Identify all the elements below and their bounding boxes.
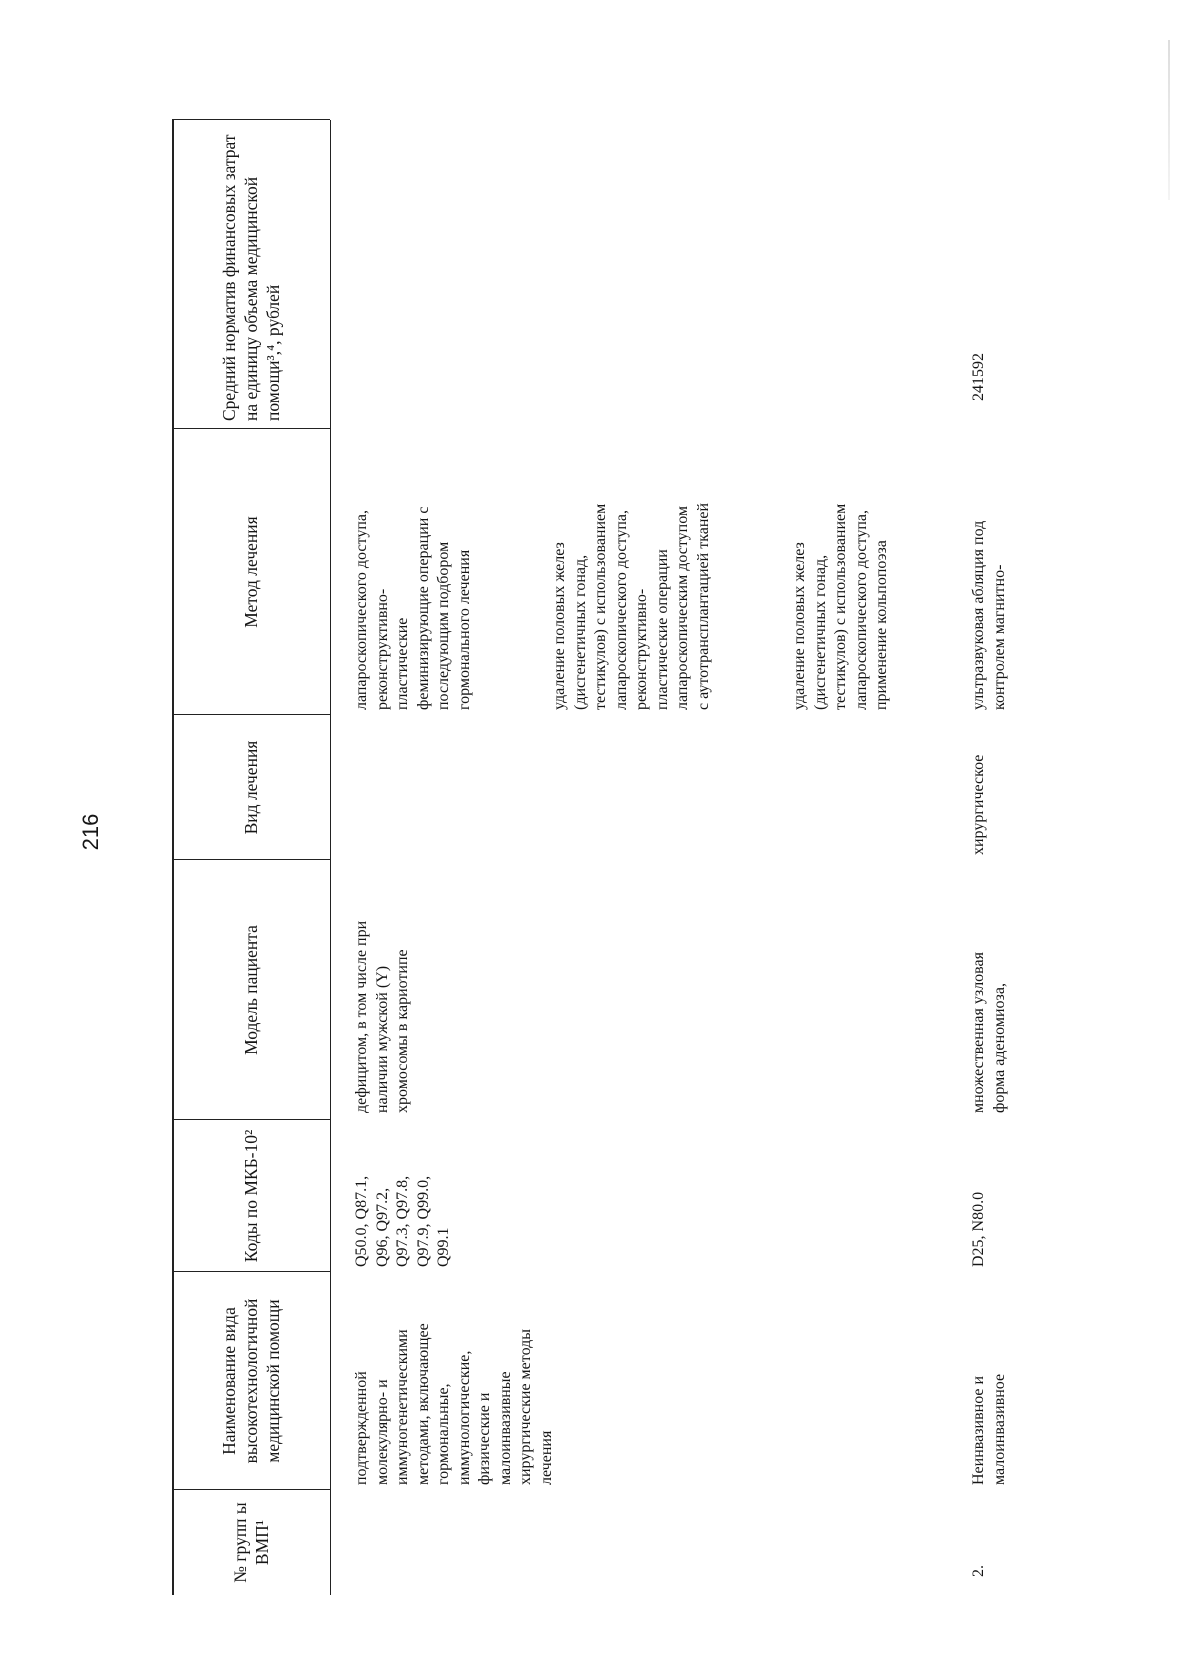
icd-codes-cell: D25, N80.0 [970,1191,987,1267]
care-name-continued: подтвержденной молекулярно- и иммуногенетическими методами, включающее гормональные, иммунологические, физические и малоинвазивные хирургические методы лечения [353,1323,555,1485]
header-patient-model: Модель пациента [241,925,261,1055]
page-number: 216 [78,813,103,851]
header-group-number: № групп ы ВМП¹ [230,1502,272,1583]
header-treatment-method: Метод лечения [241,516,261,628]
rotated-page [172,120,1012,1595]
treatment-method-cell: удаление половых желез (дисгенетичных гонад, тестикулов) с использованием лапароскопического доступа, применение кольпопоэза [791,503,890,710]
average-cost-cell: 241592 [970,353,987,401]
treatment-method-cell: ультразвуковая абляция под контролем магнитно- [970,520,1008,710]
icd-codes-cell: Q50.0, Q87.1, Q96, Q97.2, Q97.3, Q97.8, Q97.9, Q99.0, Q99.1 [353,1175,452,1267]
care-name-cell: Неинвазивное и малоинвазивное [970,1373,1008,1485]
header-icd-codes: Коды по МКБ-10² [241,1129,261,1263]
header-treatment-type: Вид лечения [241,740,261,835]
header-average-cost: Средний норматив финансовых затрат на единицу объема медицинской помощи³,⁴, рублей [219,134,283,421]
treatment-method-cell: лапароскопического доступа, реконструктивно- пластические феминизирующие операции с последующим подбором гормонального лечения [353,506,473,710]
scan-artifact [1168,40,1170,200]
table-header-rule [330,120,331,1595]
patient-model-cell: множественная узловая форма аденомиоза, [970,952,1008,1113]
header-care-name: Наименование вида высокотехнологичной медицинской помощи [219,1298,283,1464]
treatment-type-cell: хирургическое [970,754,987,855]
treatment-method-cell: удаление половых желез (дисгенетичных гонад, тестикулов) с использованием лапароскопического доступа, реконструктивно- пластические операции лапароскопическим доступом с аутотрансплантацией тканей [551,502,712,710]
group-number-cell: 2. [970,1565,987,1577]
medical-care-table [172,120,1012,1595]
patient-model-cell: дефицитом, в том числе при наличии мужской (Y) хромосомы в кариотипе [353,920,411,1113]
